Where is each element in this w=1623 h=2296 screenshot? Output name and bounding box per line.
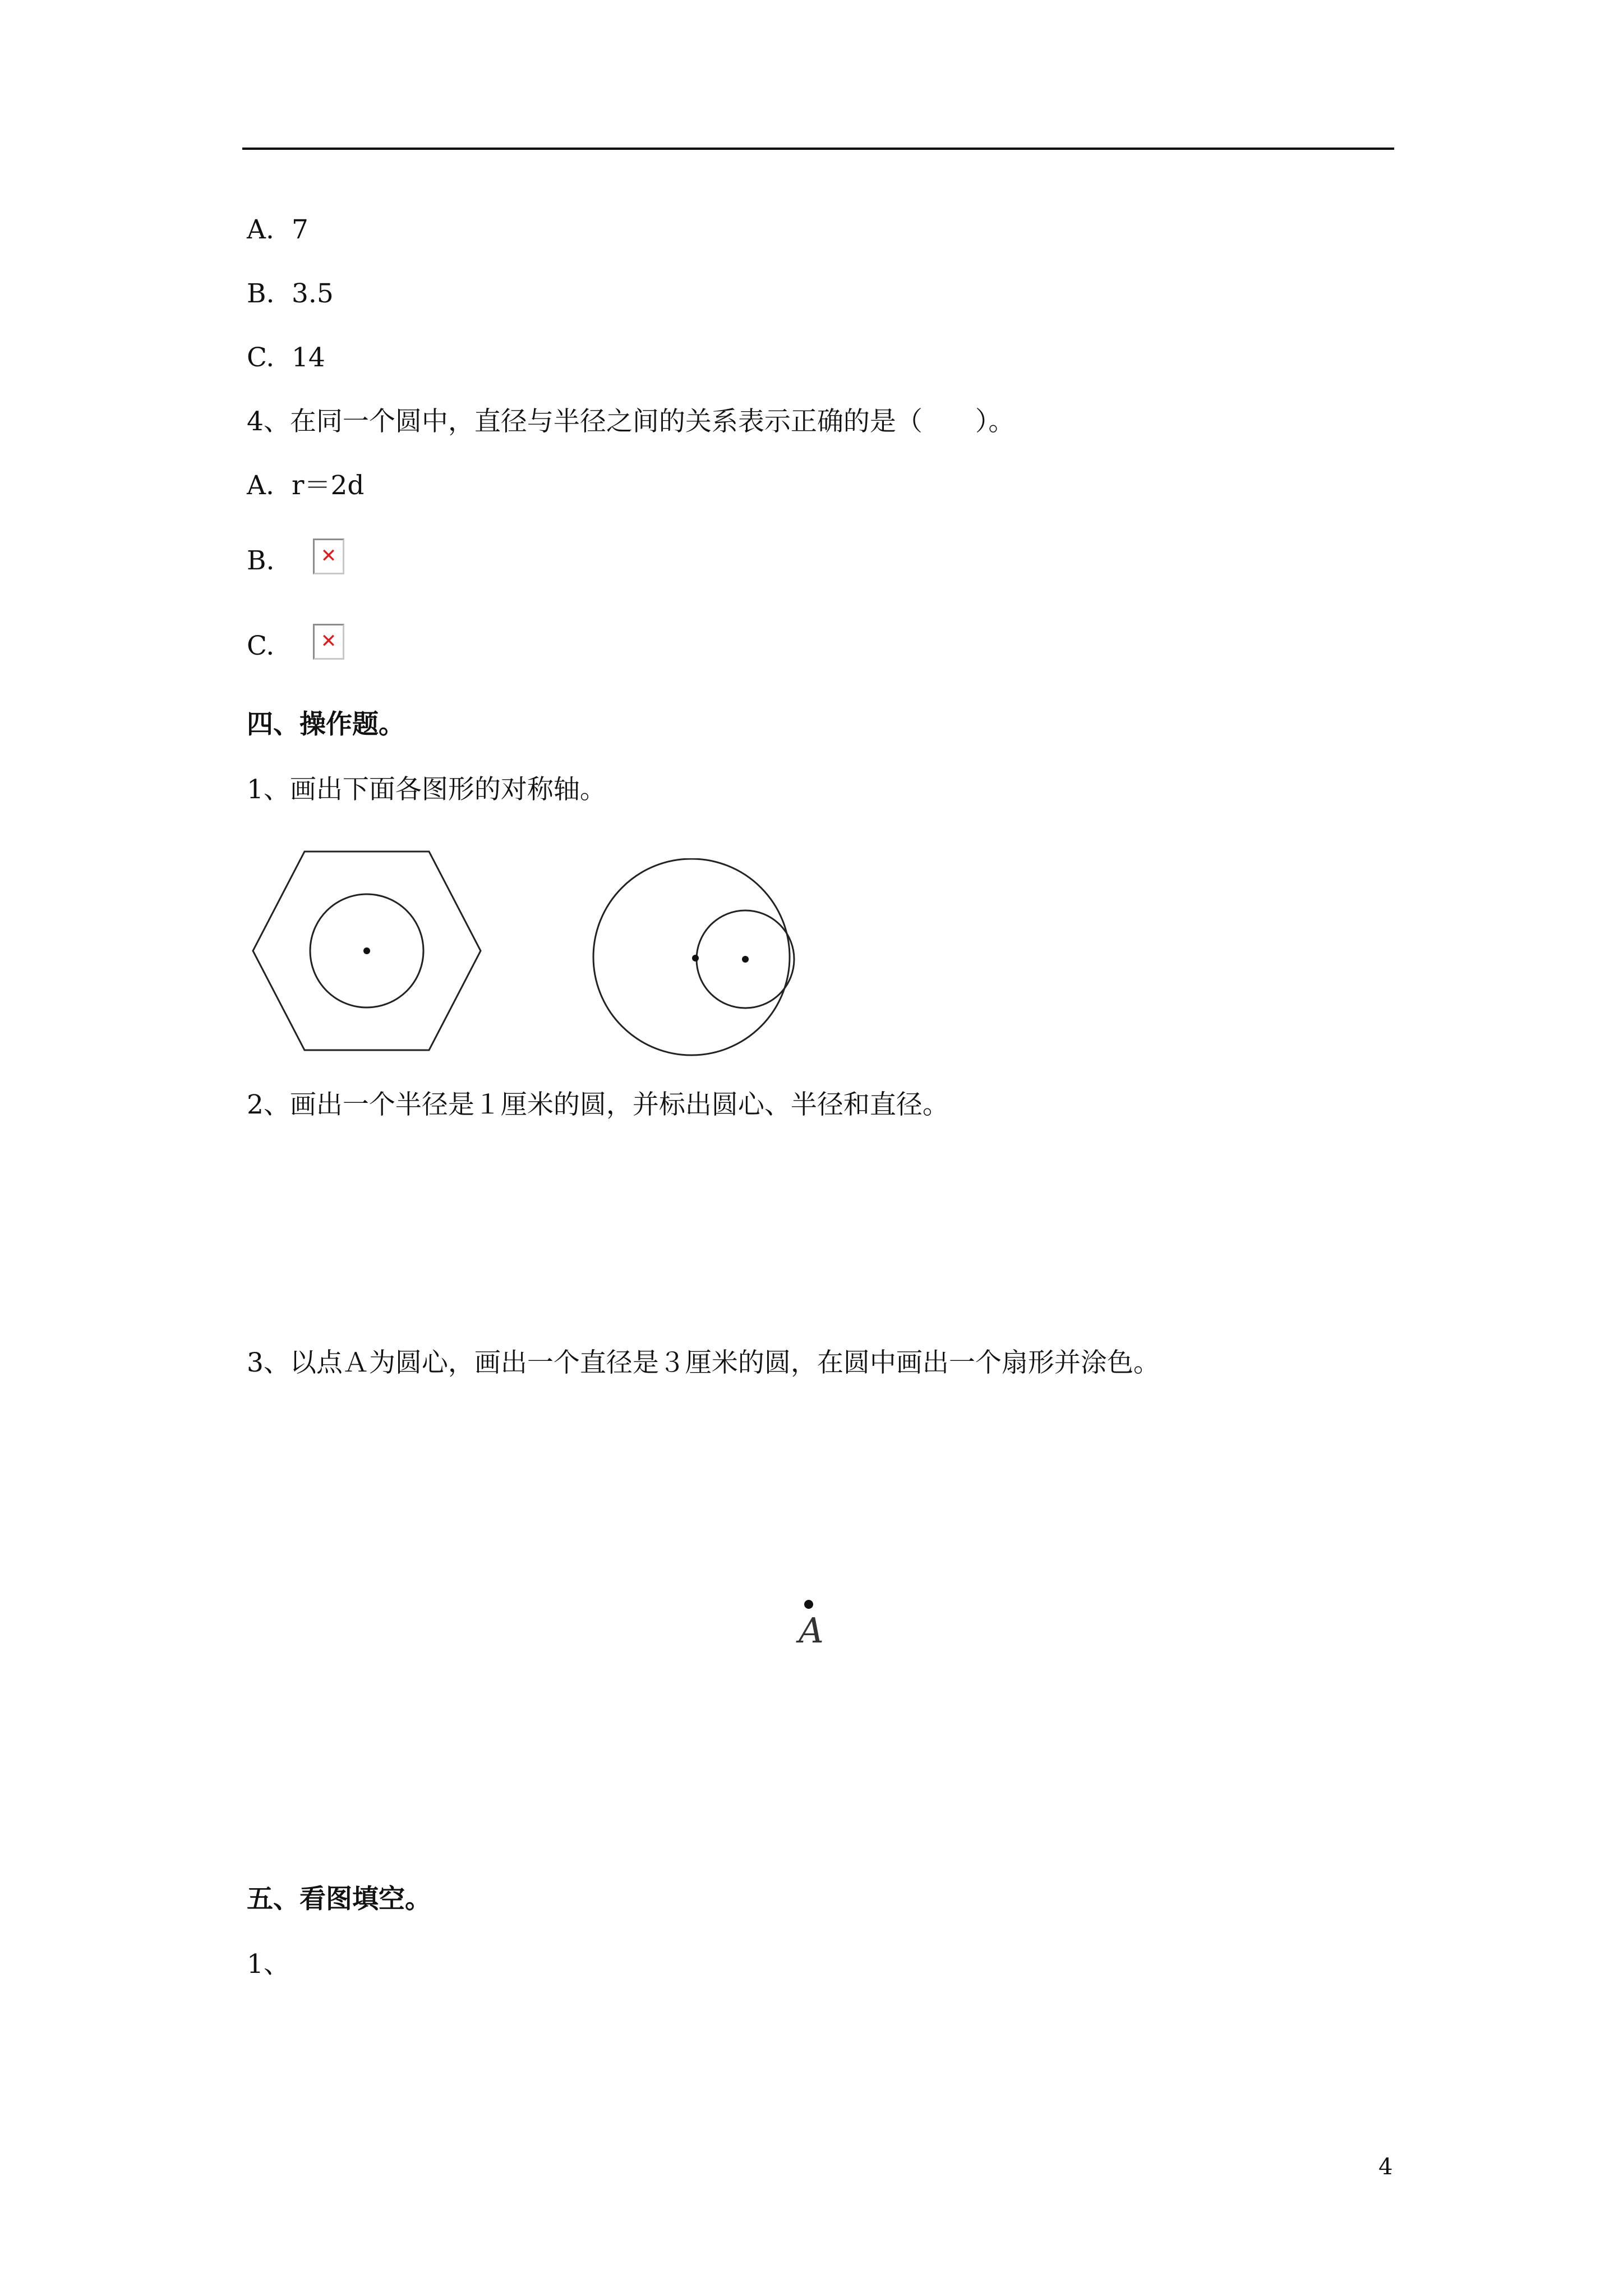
option-c-q3 (247, 341, 325, 375)
option-value: 14 (292, 342, 325, 373)
question-4-text: 4、在同一个圆中，直径与半径之间的关系表示正确的是（ ）。 (247, 406, 1015, 437)
option-value: 7 (292, 214, 308, 245)
broken-image-x: ✕ (320, 545, 337, 567)
option-letter: B. (247, 278, 275, 309)
option-value: 3.5 (292, 278, 334, 309)
large-circle-center-dot (692, 955, 699, 961)
option-letter: C. (247, 342, 275, 373)
broken-image-icon (313, 539, 344, 574)
section-4-title: 四、操作题。 (247, 709, 405, 740)
section-4-q2: 2、画出一个半径是１厘米的圆，并标出圆心、半径和直径。 (247, 1089, 949, 1120)
broken-image-x: ✕ (320, 630, 337, 652)
option-letter: B. (247, 545, 275, 576)
option-letter: A. (247, 214, 274, 245)
section-5-title: 五、看图填空。 (247, 1884, 431, 1915)
header-rule (242, 148, 1394, 150)
section-5-q1: 1、 (247, 1949, 290, 1980)
option-c-q4 (247, 629, 292, 663)
page-number: 4 (1378, 2154, 1393, 2180)
broken-image-icon (313, 624, 344, 660)
section-4-q1: 1、画出下面各图形的对称轴。 (247, 774, 606, 805)
small-circle-center-dot (742, 956, 749, 963)
option-value: r＝2d (292, 470, 365, 501)
option-a-q3 (247, 213, 308, 247)
option-letter: A. (247, 470, 274, 501)
point-a-label: A (799, 1610, 824, 1651)
large-circle (593, 859, 790, 1055)
two-circles-figure (589, 858, 802, 1060)
center-dot (363, 947, 370, 954)
point-a-dot (802, 1598, 815, 1611)
hexagon-with-circle-figure (247, 847, 494, 1055)
section-4-q3: 3、以点Ａ为圆心，画出一个直径是３厘米的圆，在圆中画出一个扇形并涂色。 (247, 1347, 1160, 1378)
option-letter: C. (247, 631, 275, 661)
option-a-q4 (247, 469, 364, 503)
option-b-q4 (247, 544, 292, 578)
option-b-q3 (247, 277, 334, 311)
